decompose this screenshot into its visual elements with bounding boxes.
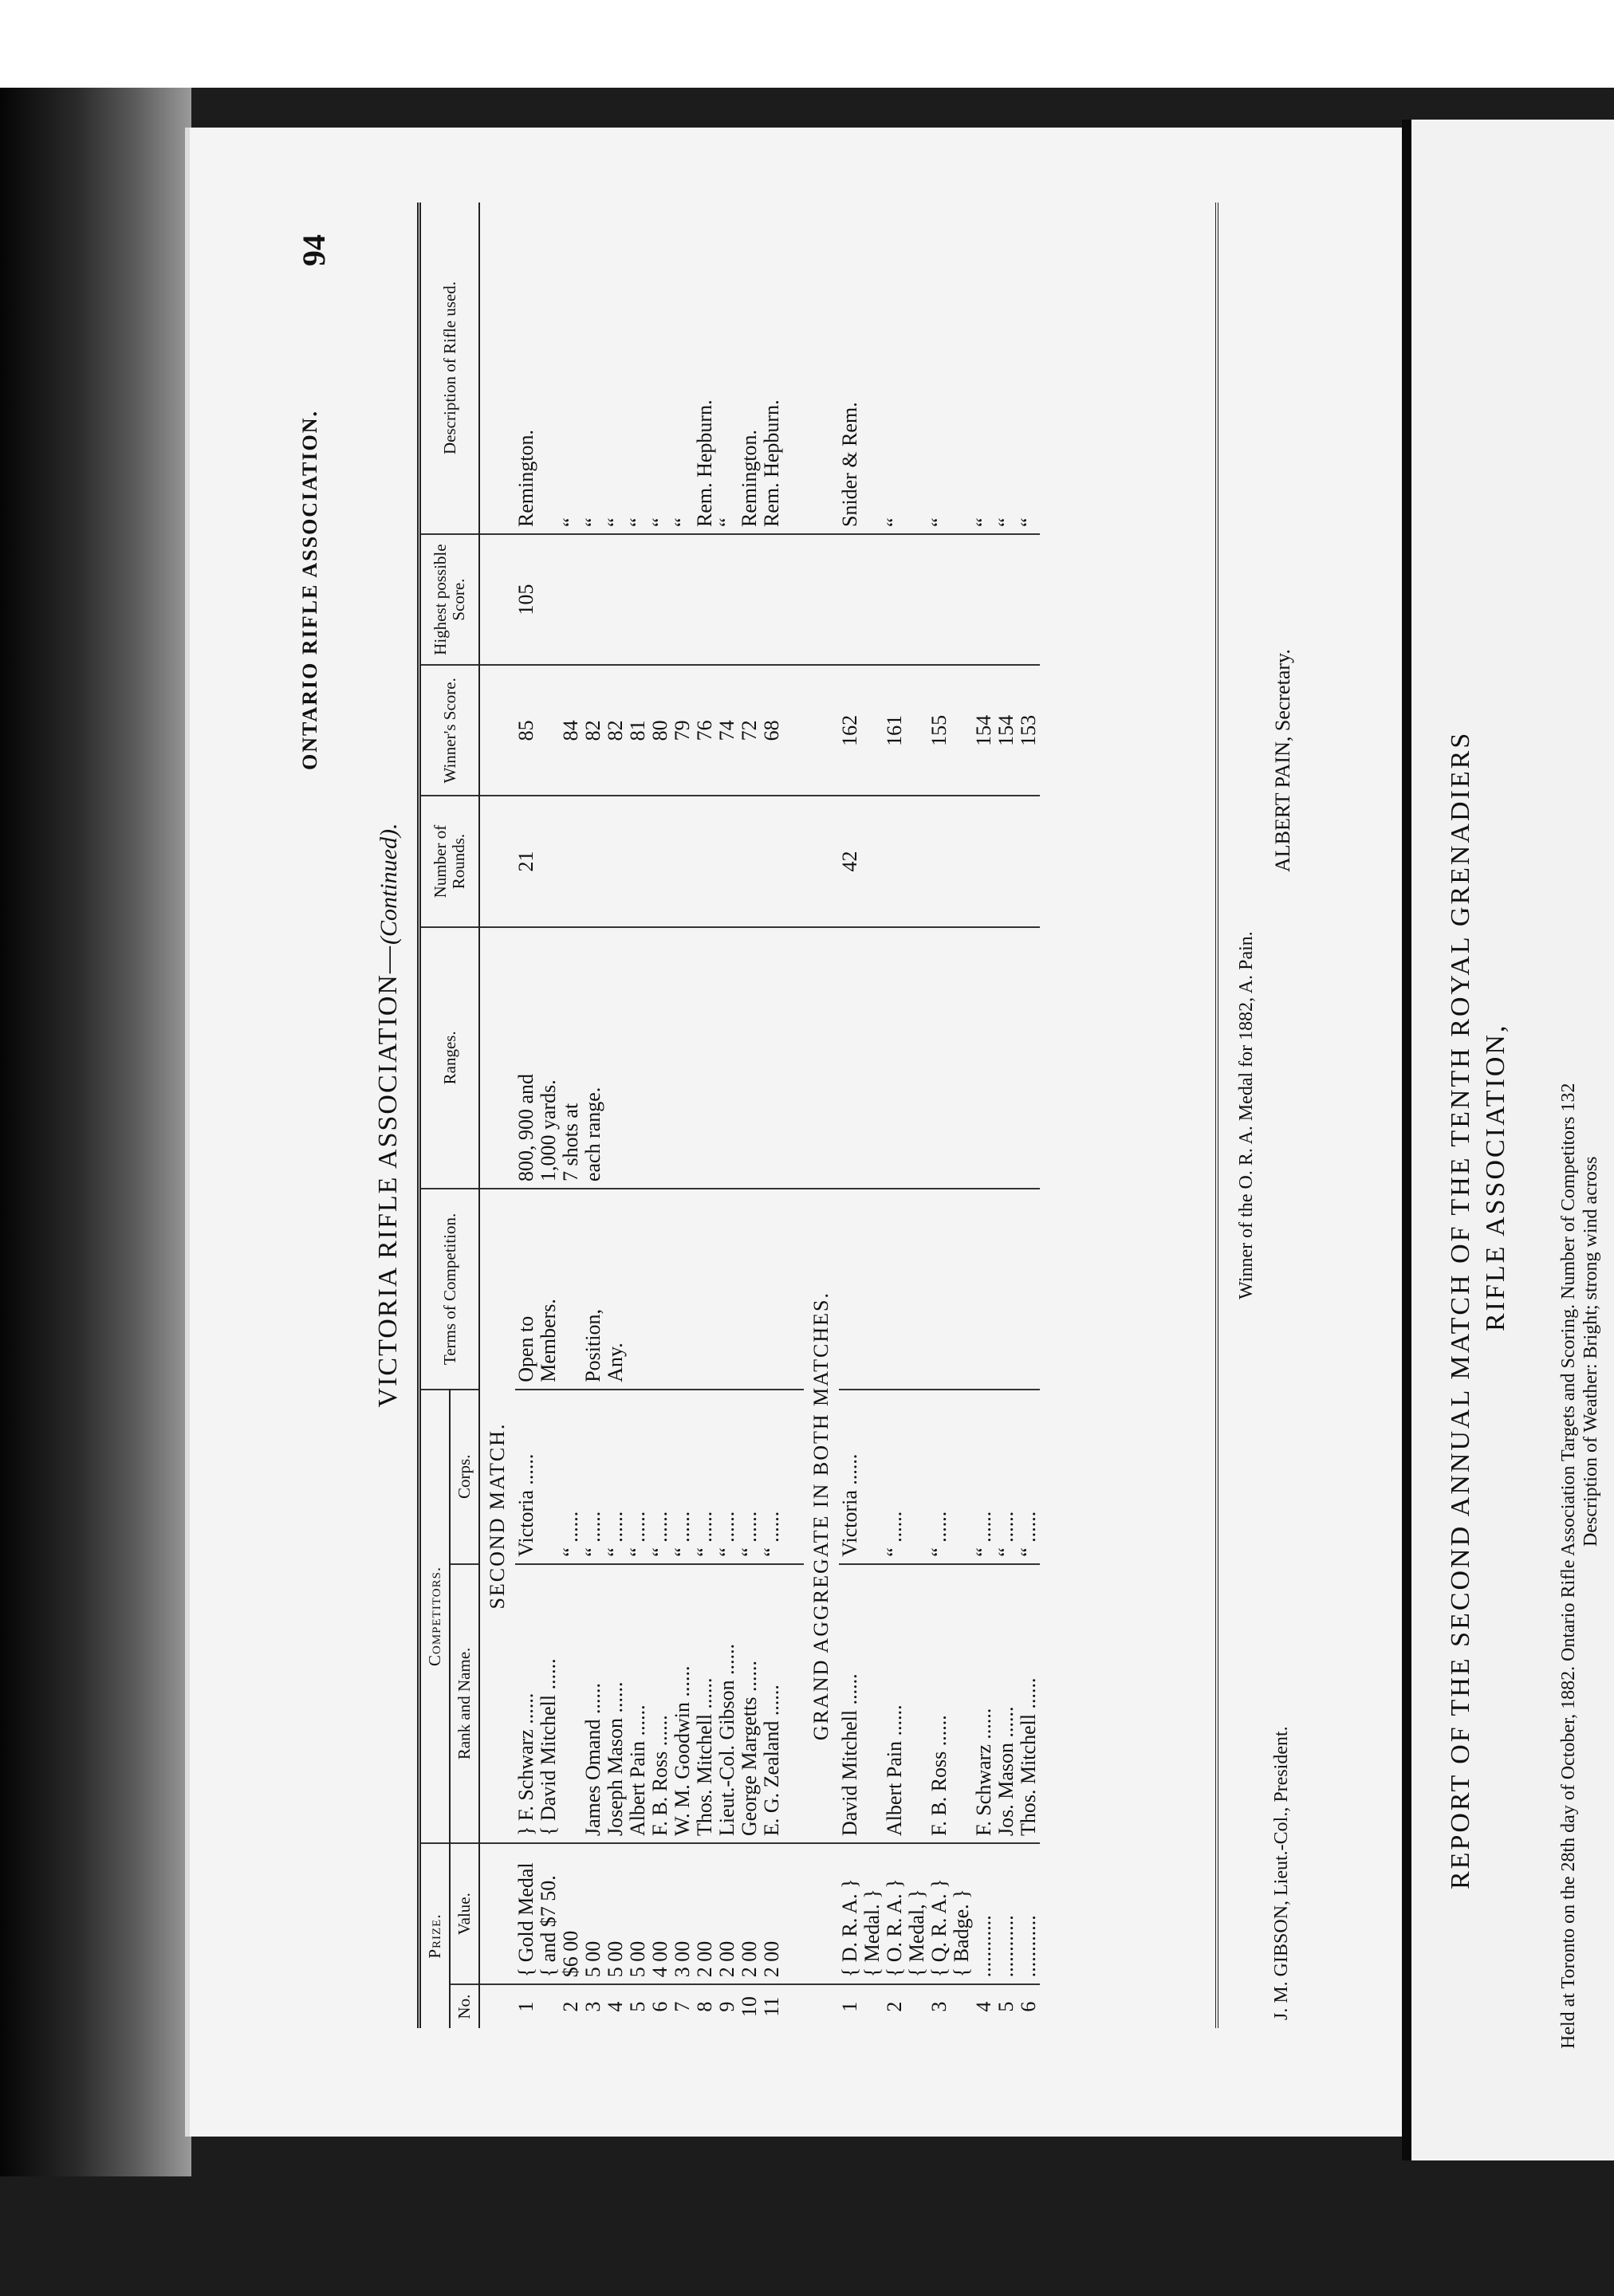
cell-value: { Badge. }	[951, 1843, 973, 1984]
cell-value: { Gold Medal	[515, 1843, 537, 1984]
cell-highest-score	[884, 534, 906, 665]
cell-name: Jos. Mason ......	[995, 1564, 1018, 1843]
cell-terms	[839, 1189, 861, 1390]
cell-rifle: Snider & Rem.	[839, 202, 861, 534]
cell-no	[537, 1984, 560, 2028]
cell-rifle	[951, 202, 973, 534]
cell-terms	[627, 1189, 649, 1390]
cell-winner-score: 74	[716, 665, 738, 796]
table-row	[906, 202, 928, 2028]
cell-ranges: 800, 900 and	[515, 927, 537, 1189]
table-row	[995, 202, 1018, 2028]
cell-rounds	[738, 796, 761, 926]
cell-corps: “ ......	[973, 1390, 995, 1564]
cell-no: 3	[927, 2001, 951, 2012]
cell-winner-score: 79	[671, 665, 694, 796]
cell-ranges	[995, 927, 1018, 1189]
cell-rounds	[627, 796, 649, 926]
cell-ranges: 1,000 yards.	[537, 927, 560, 1189]
cell-no: 6	[648, 2001, 671, 2012]
cell-terms: Open to	[515, 1189, 537, 1390]
table-title-suffix: (Continued).	[376, 823, 402, 946]
table-row	[973, 202, 995, 2028]
table-row	[761, 202, 783, 2028]
cell-winner-score: 81	[627, 665, 649, 796]
cell-winner-score: 68	[761, 665, 783, 796]
cell-rifle: “	[649, 202, 671, 534]
cell-corps: “ ......	[928, 1390, 951, 1564]
cell-terms	[973, 1189, 995, 1390]
cell-winner-score: 154	[973, 665, 995, 796]
cell-highest-score	[928, 534, 951, 665]
cell-rifle	[537, 202, 560, 534]
cell-no: 8	[693, 2001, 716, 2012]
cell-winner-score	[537, 665, 560, 796]
cell-terms	[738, 1189, 761, 1390]
cell-highest-score	[951, 534, 973, 665]
cell-rounds	[861, 796, 884, 926]
cell-corps: “ ......	[649, 1390, 671, 1564]
cell-no: 5	[626, 2001, 649, 2012]
table-row	[716, 202, 738, 2028]
cell-terms	[694, 1189, 716, 1390]
cell-name	[560, 1564, 582, 1843]
cell-no: 11	[760, 1996, 783, 2017]
cell-ranges	[649, 927, 671, 1189]
cell-rounds	[973, 796, 995, 926]
cell-highest-score	[627, 534, 649, 665]
cell-corps: “ ......	[627, 1390, 649, 1564]
cell-value: { Medal. }	[861, 1843, 884, 1984]
table-row	[928, 202, 951, 2028]
cell-value: 2 00	[761, 1843, 783, 1984]
header-prize: Prize.	[419, 1843, 451, 2028]
cell-rifle: “	[1018, 202, 1040, 534]
cell-ranges	[694, 927, 716, 1189]
left-page	[190, 128, 1402, 2137]
cell-winner-score	[951, 665, 973, 796]
cell-corps: “ ......	[995, 1390, 1018, 1564]
cell-ranges	[716, 927, 738, 1189]
cell-ranges	[671, 927, 694, 1189]
grand-aggregate-body	[783, 202, 1040, 2028]
cell-value: 2 00	[694, 1843, 716, 1984]
table-row	[627, 202, 649, 2028]
cell-name: Joseph Mason ......	[604, 1564, 627, 1843]
cell-winner-score: 72	[738, 665, 761, 796]
cell-terms	[649, 1189, 671, 1390]
cell-winner-score: 82	[582, 665, 604, 796]
cell-value: $6 00	[560, 1843, 582, 1984]
cell-terms	[560, 1189, 582, 1390]
cell-rifle: “	[884, 202, 906, 534]
cell-ranges	[839, 927, 861, 1189]
cell-no: 4	[604, 2001, 627, 2012]
cell-rounds	[951, 796, 973, 926]
cell-corps: “ ......	[671, 1390, 694, 1564]
cell-rounds: 21	[515, 796, 537, 926]
cell-no: 1	[514, 2001, 537, 2012]
table-row	[951, 202, 973, 2028]
cell-winner-score	[906, 665, 928, 796]
cell-rounds	[1018, 796, 1040, 926]
table-row	[604, 202, 627, 2028]
table-row	[649, 202, 671, 2028]
cell-rounds	[995, 796, 1018, 926]
cell-no: 2	[883, 2001, 906, 2012]
cell-corps: “ ......	[884, 1390, 906, 1564]
cell-corps: “ ......	[761, 1390, 783, 1564]
table-row	[515, 202, 537, 2028]
results-table	[417, 202, 1040, 2028]
cell-name: W. M. Goodwin ......	[671, 1564, 694, 1843]
report-title-line1: REPORT OF THE SECOND ANNUAL MATCH OF THE TENTH ROYAL GRENADIERS	[1446, 730, 1475, 1889]
cell-name: James Omand ......	[582, 1564, 604, 1843]
table-row	[861, 202, 884, 2028]
cell-terms: Members.	[537, 1189, 560, 1390]
spacer-row	[783, 202, 804, 2028]
cell-value: 2 00	[738, 1843, 761, 1984]
cell-value: { and $7 50.	[537, 1843, 560, 1984]
cell-ranges	[906, 927, 928, 1189]
cell-ranges	[861, 927, 884, 1189]
section-row	[804, 202, 839, 2028]
header-value: Value.	[450, 1843, 479, 1984]
cell-name: Lieut.-Col. Gibson ......	[716, 1564, 738, 1843]
cell-terms	[861, 1189, 884, 1390]
cell-winner-score: 162	[839, 665, 861, 796]
cell-name: F. B. Ross ......	[928, 1564, 951, 1843]
cell-value: ............	[1018, 1843, 1040, 1984]
cell-terms	[928, 1189, 951, 1390]
cell-value: { Medal, }	[906, 1843, 928, 1984]
cell-winner-score	[861, 665, 884, 796]
cell-terms: Position,	[582, 1189, 604, 1390]
cell-no: 3	[581, 2001, 604, 2012]
cell-no: 7	[671, 2001, 694, 2012]
cell-highest-score	[716, 534, 738, 665]
cell-value: ............	[995, 1843, 1018, 1984]
cell-corps: “ ......	[738, 1390, 761, 1564]
table-title	[373, 187, 404, 2044]
running-head: ONTARIO RIFLE ASSOCIATION.	[298, 410, 321, 770]
cell-name: { David Mitchell ......	[537, 1564, 560, 1843]
table-row	[738, 202, 761, 2028]
scan-margin-top	[0, 0, 1614, 88]
cell-rifle: “	[973, 202, 995, 534]
cell-ranges	[1018, 927, 1040, 1189]
cell-name: George Margetts ......	[738, 1564, 761, 1843]
cell-highest-score	[973, 534, 995, 665]
cell-highest-score	[582, 534, 604, 665]
cell-no: 6	[1017, 2001, 1040, 2012]
page-edge	[185, 128, 190, 2137]
secretary-signature: ALBERT PAIN, Secretary.	[1271, 649, 1294, 872]
cell-corps: “ ......	[582, 1390, 604, 1564]
cell-terms	[716, 1189, 738, 1390]
cell-value: 5 00	[582, 1843, 604, 1984]
cell-rounds	[560, 796, 582, 926]
header-terms: Terms of Competition.	[419, 1189, 480, 1390]
cell-rounds	[928, 796, 951, 926]
table-row	[537, 202, 560, 2028]
table-row	[560, 202, 582, 2028]
cell-corps: “ ......	[1018, 1390, 1040, 1564]
cell-terms: Any.	[604, 1189, 627, 1390]
report-title	[1443, 136, 1514, 2049]
section-title-second-match: SECOND MATCH.	[479, 1189, 515, 1843]
cell-rifle: “	[671, 202, 694, 534]
header-rounds: Number of Rounds.	[419, 796, 480, 926]
cell-name	[861, 1564, 884, 1843]
cell-ranges	[738, 927, 761, 1189]
table-row	[884, 202, 906, 2028]
cell-rifle: “	[627, 202, 649, 534]
cell-ranges: each range.	[582, 927, 604, 1189]
cell-value: { Q. R. A. }	[928, 1843, 951, 1984]
cell-rifle	[861, 202, 884, 534]
table-title-main: VICTORIA RIFLE ASSOCIATION—	[373, 945, 403, 1408]
cell-terms	[884, 1189, 906, 1390]
cell-name: Thos. Mitchell ......	[1018, 1564, 1040, 1843]
table-row	[671, 202, 694, 2028]
cell-winner-score: 84	[560, 665, 582, 796]
cell-rifle: “	[928, 202, 951, 534]
cell-winner-score: 85	[515, 665, 537, 796]
cell-rounds	[716, 796, 738, 926]
medal-note: Winner of the O. R. A. Medal for 1882, A. Pain.	[1236, 931, 1257, 1299]
cell-ranges	[951, 927, 973, 1189]
cell-no: 5	[994, 2001, 1018, 2012]
cell-corps	[537, 1390, 560, 1564]
report-held: Held at Toronto on the 28th day of October, 1882. Ontario Rifle Association Targets and Scoring. Number of Competitors 132	[1558, 1083, 1579, 2049]
cell-no	[906, 1984, 928, 2028]
cell-highest-score	[761, 534, 783, 665]
cell-name	[951, 1564, 973, 1843]
page-number: 94	[296, 234, 332, 266]
cell-corps: “ ......	[560, 1390, 582, 1564]
cell-ranges	[928, 927, 951, 1189]
cell-name: E. G. Zealand ......	[761, 1564, 783, 1843]
right-page	[1411, 120, 1614, 2160]
cell-corps	[861, 1390, 884, 1564]
header-rank-name: Rank and Name.	[450, 1564, 479, 1843]
cell-ranges	[604, 927, 627, 1189]
cell-rifle: Rem. Hepburn.	[694, 202, 716, 534]
cell-rifle	[906, 202, 928, 534]
header-winner-score: Winner's Score.	[419, 665, 480, 796]
cell-rounds	[537, 796, 560, 926]
cell-rounds	[761, 796, 783, 926]
cell-name: F. B. Ross ......	[649, 1564, 671, 1843]
cell-rifle: “	[716, 202, 738, 534]
cell-name: Albert Pain ......	[627, 1564, 649, 1843]
cell-winner-score: 80	[649, 665, 671, 796]
cell-winner-score: 153	[1018, 665, 1040, 796]
book-gutter	[1402, 120, 1411, 2160]
cell-rifle: “	[995, 202, 1018, 534]
cell-highest-score	[604, 534, 627, 665]
cell-corps	[951, 1390, 973, 1564]
cell-highest-score	[671, 534, 694, 665]
table-row	[694, 202, 716, 2028]
header-corps: Corps.	[450, 1390, 479, 1564]
cell-ranges: 7 shots at	[560, 927, 582, 1189]
cell-value: 2 00	[716, 1843, 738, 1984]
cell-rifle: Remington.	[738, 202, 761, 534]
table-row	[1018, 202, 1040, 2028]
cell-corps: Victoria ......	[839, 1390, 861, 1564]
cell-rounds	[604, 796, 627, 926]
header-ranges: Ranges.	[419, 927, 480, 1189]
cell-corps: “ ......	[716, 1390, 738, 1564]
cell-highest-score	[906, 534, 928, 665]
cell-terms	[995, 1189, 1018, 1390]
cell-winner-score: 155	[928, 665, 951, 796]
cell-highest-score	[1018, 534, 1040, 665]
header-no: No.	[450, 1984, 479, 2028]
cell-no: 1	[838, 2001, 861, 2012]
cell-value: { O. R. A. }	[884, 1843, 906, 1984]
second-match-body	[479, 202, 783, 2028]
table-row	[839, 202, 861, 2028]
cell-ranges	[973, 927, 995, 1189]
cell-name: F. Schwarz ......	[973, 1564, 995, 1843]
cell-name	[906, 1564, 928, 1843]
cell-winner-score: 154	[995, 665, 1018, 796]
section-row	[479, 202, 515, 2028]
cell-value: 3 00	[671, 1843, 694, 1984]
cell-rifle: Rem. Hepburn.	[761, 202, 783, 534]
cell-rounds	[694, 796, 716, 926]
cell-terms	[951, 1189, 973, 1390]
cell-rounds	[884, 796, 906, 926]
cell-corps: “ ......	[604, 1390, 627, 1564]
cell-highest-score	[649, 534, 671, 665]
cell-rounds	[671, 796, 694, 926]
table-row	[582, 202, 604, 2028]
cell-value: 4 00	[649, 1843, 671, 1984]
cell-no: 9	[715, 2001, 738, 2012]
cell-highest-score	[694, 534, 716, 665]
report-title-line2: RIFLE ASSOCIATION,	[1481, 1023, 1510, 1331]
cell-terms	[761, 1189, 783, 1390]
table-bottom-rule	[1215, 202, 1218, 2028]
cell-corps: “ ......	[694, 1390, 716, 1564]
book-edge	[0, 88, 191, 2176]
header-highest-score: Highest possible Score.	[419, 534, 480, 665]
report-description: Description of Weather: Bright; strong wind across	[1581, 1156, 1601, 1547]
cell-rifle: “	[604, 202, 627, 534]
cell-no	[861, 1984, 884, 2028]
cell-value: ............	[973, 1843, 995, 1984]
cell-no: 10	[738, 1996, 761, 2018]
cell-name: David Mitchell ......	[839, 1564, 861, 1843]
cell-name: Thos. Mitchell ......	[694, 1564, 716, 1843]
cell-terms	[906, 1189, 928, 1390]
cell-rounds	[582, 796, 604, 926]
cell-rifle: “	[560, 202, 582, 534]
cell-name: Albert Pain ......	[884, 1564, 906, 1843]
cell-no: 2	[559, 2001, 582, 2012]
section-title-grand-aggregate: GRAND AGGREGATE IN BOTH MATCHES.	[804, 1189, 839, 1843]
header-rifle: Description of Rifle used.	[419, 202, 480, 534]
cell-corps	[906, 1390, 928, 1564]
cell-highest-score	[560, 534, 582, 665]
cell-terms	[671, 1189, 694, 1390]
cell-rounds: 42	[839, 796, 861, 926]
header-competitors: Competitors.	[419, 1390, 451, 1843]
cell-highest-score	[537, 534, 560, 665]
cell-value: { D. R. A. }	[839, 1843, 861, 1984]
cell-winner-score: 161	[884, 665, 906, 796]
cell-winner-score: 82	[604, 665, 627, 796]
cell-value: 5 00	[627, 1843, 649, 1984]
president-signature: J. M. GIBSON, Lieut.-Col., President.	[1271, 1726, 1292, 2020]
cell-rifle: Remington.	[515, 202, 537, 534]
left-page-content	[285, 187, 1322, 2044]
cell-winner-score: 76	[694, 665, 716, 796]
cell-ranges	[627, 927, 649, 1189]
cell-highest-score	[839, 534, 861, 665]
cell-highest-score	[738, 534, 761, 665]
cell-terms	[1018, 1189, 1040, 1390]
cell-rounds	[649, 796, 671, 926]
right-page-content	[1443, 136, 1614, 2049]
cell-ranges	[761, 927, 783, 1189]
cell-rifle: “	[582, 202, 604, 534]
cell-ranges	[884, 927, 906, 1189]
cell-no: 4	[972, 2001, 995, 2012]
cell-highest-score	[995, 534, 1018, 665]
cell-name: } F. Schwarz ......	[515, 1564, 537, 1843]
cell-value: 5 00	[604, 1843, 627, 1984]
cell-highest-score: 105	[515, 534, 537, 665]
cell-no	[951, 1984, 973, 2028]
cell-highest-score	[861, 534, 884, 665]
cell-rounds	[906, 796, 928, 926]
cell-corps: Victoria ......	[515, 1390, 537, 1564]
